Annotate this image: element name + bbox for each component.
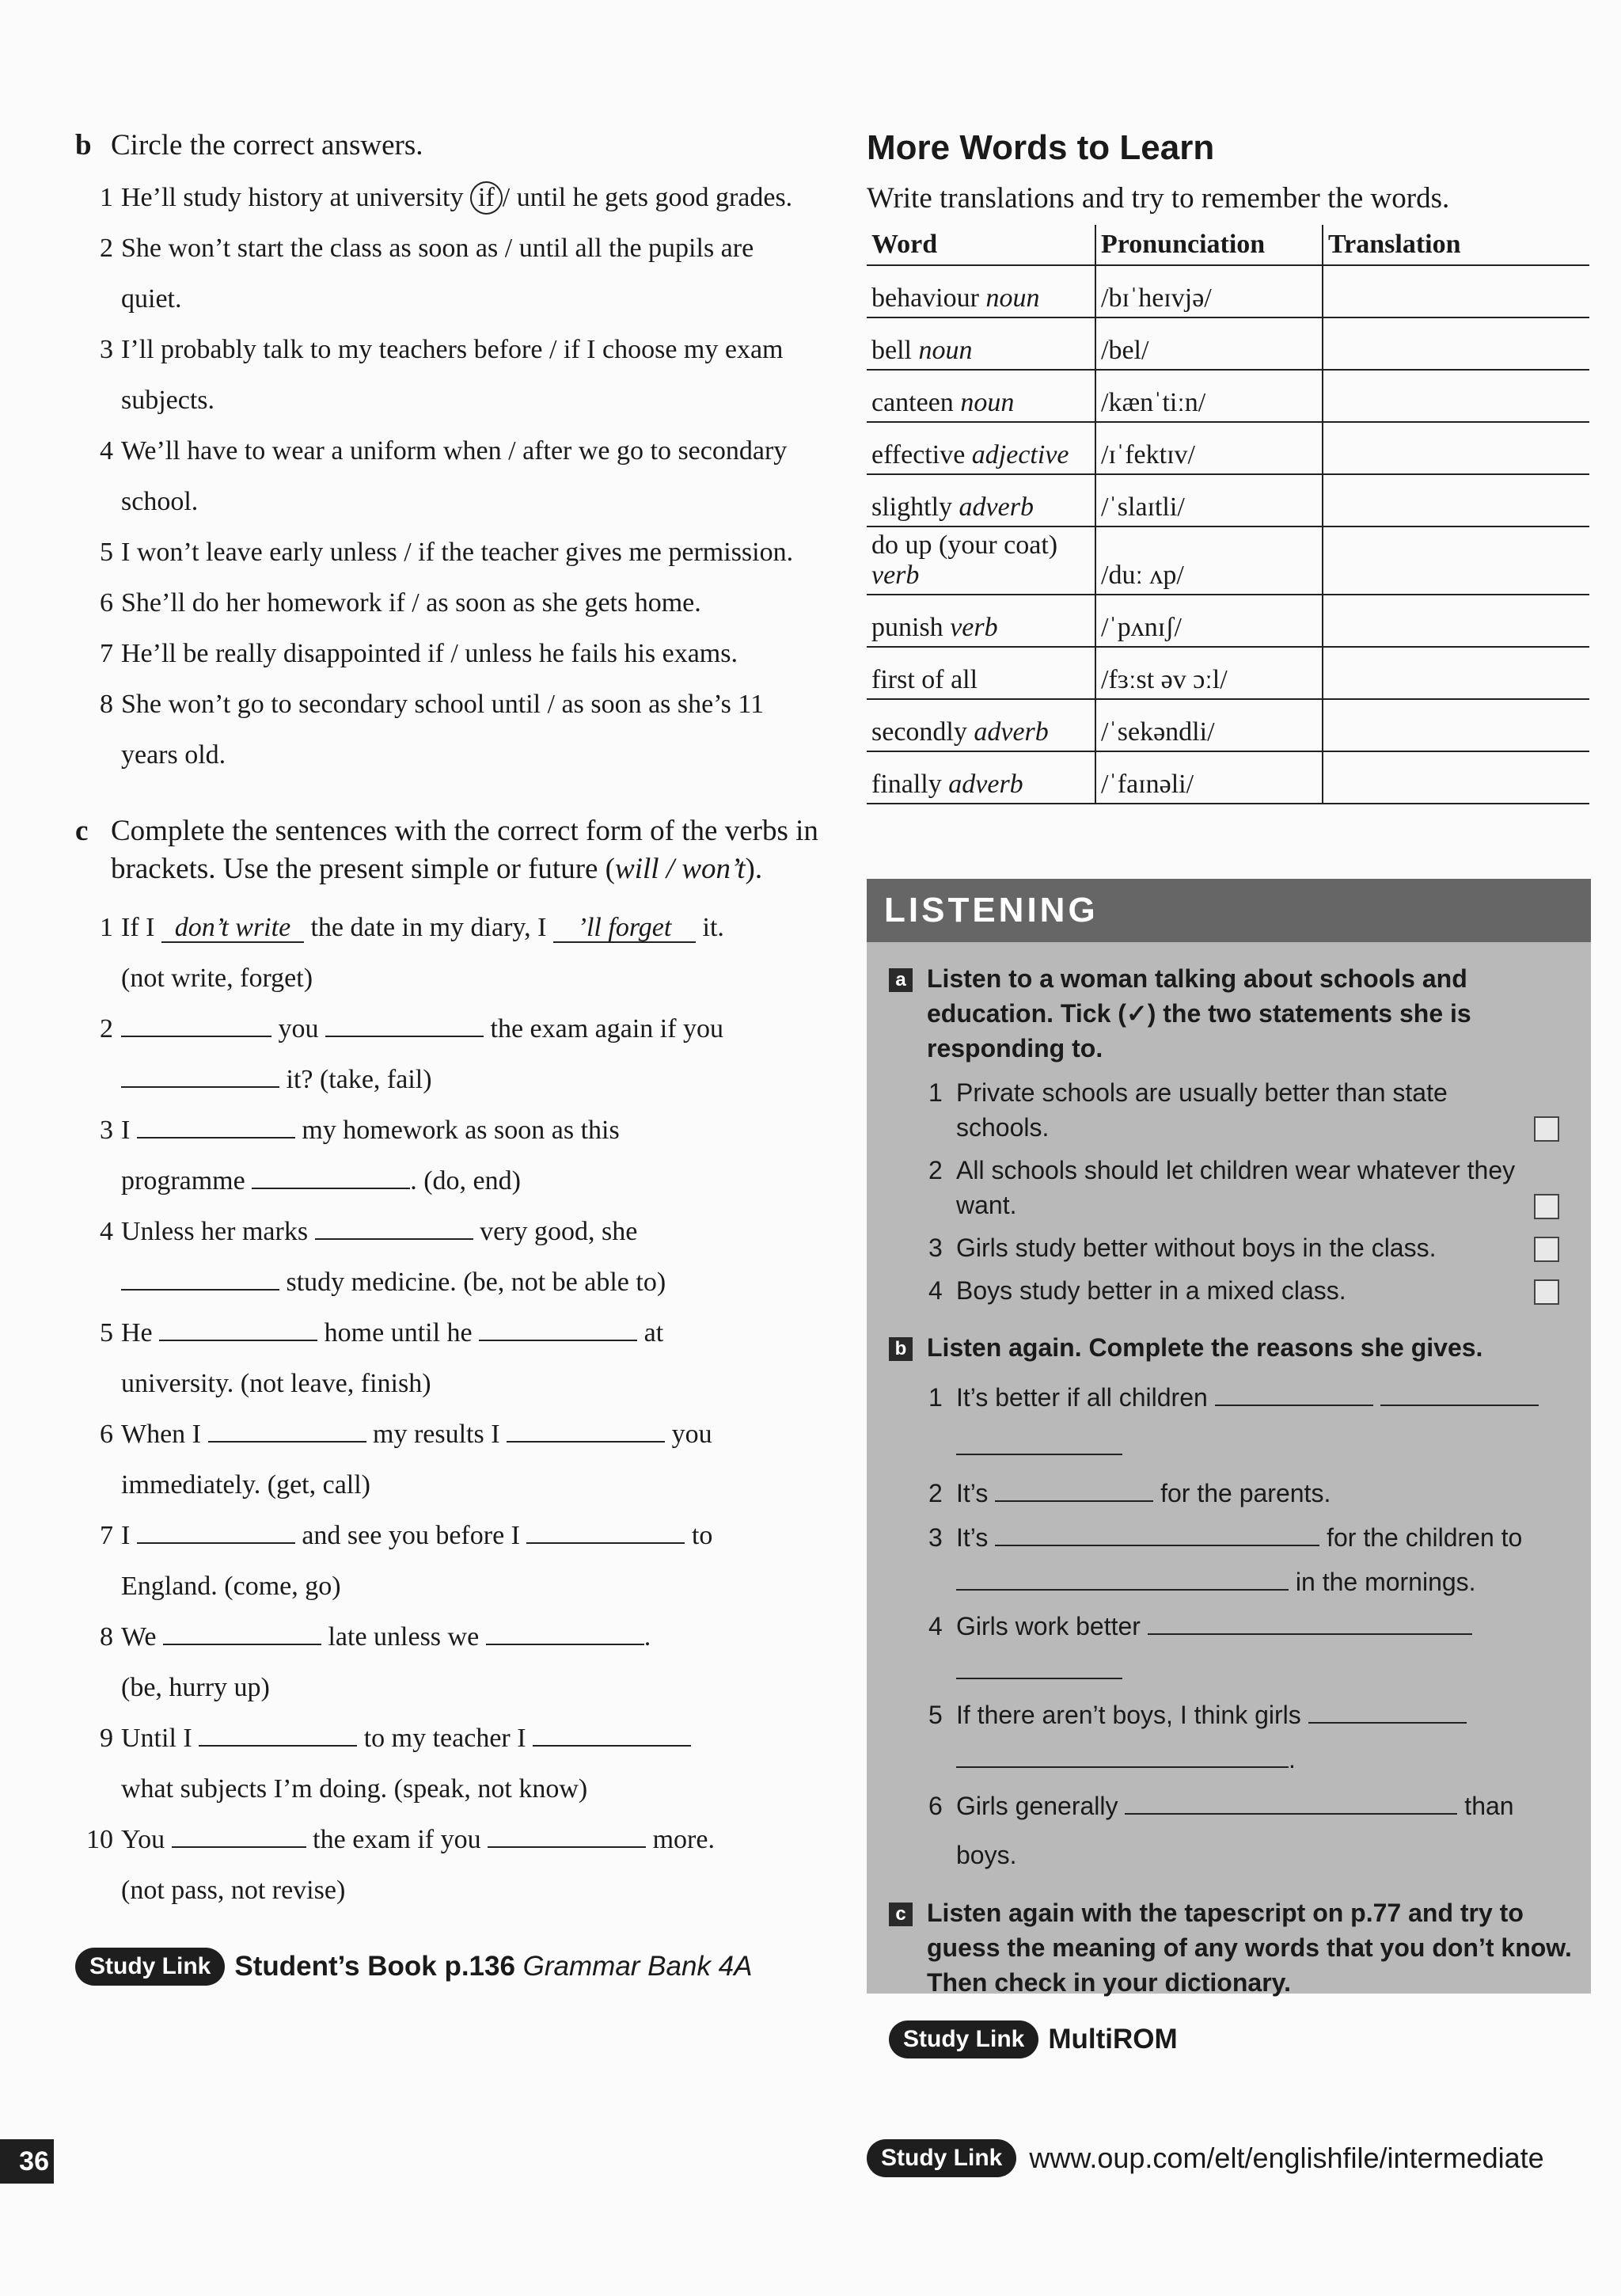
pronunciation-cell: /ˈsekəndli/: [1095, 699, 1323, 751]
list-item: [75, 1207, 819, 1308]
translation-cell[interactable]: [1323, 265, 1589, 317]
answer-blank[interactable]: [137, 1519, 295, 1544]
translation-cell[interactable]: [1323, 699, 1589, 751]
text-part: what subjects I’m doing. (speak, not know): [121, 1774, 588, 1804]
item-number: 7: [100, 639, 113, 668]
study-link-badge: Study Link: [867, 2139, 1016, 2177]
pronunciation-cell: /ˈpʌnɪʃ/: [1095, 595, 1323, 647]
list-item: [75, 679, 819, 781]
column-header: Pronunciation: [1095, 225, 1323, 265]
list-item: [928, 1230, 1559, 1265]
item-number: 7: [100, 1521, 113, 1550]
exercise-a-list: [867, 1075, 1591, 1308]
text-part: the exam again if you: [484, 1014, 724, 1043]
text-part: England. (come, go): [121, 1572, 341, 1601]
answer-blank[interactable]: [956, 1565, 1289, 1591]
list-item: [75, 1815, 819, 1916]
table-row: [867, 370, 1589, 422]
answer-blank[interactable]: [199, 1721, 357, 1747]
text-part: more.: [646, 1825, 715, 1854]
exercise-letter-badge: b: [889, 1337, 913, 1361]
tick-checkbox[interactable]: [1534, 1194, 1559, 1219]
item-text: Boys study better in a mixed class.: [956, 1276, 1346, 1305]
text-part: for the children to: [1319, 1523, 1523, 1552]
word-cell: [867, 526, 1095, 595]
list-item: [75, 1511, 819, 1612]
word-cell: [867, 370, 1095, 422]
list-item: [75, 1105, 819, 1207]
item-text: We’ll have to wear a uniform when / after we go to secondary school.: [121, 436, 788, 516]
item-text: [121, 173, 819, 223]
pronunciation-cell: /kænˈtiːn/: [1095, 370, 1323, 422]
item-text: She’ll do her homework if / as soon as she gets home.: [121, 588, 701, 618]
answer-blank[interactable]: [486, 1620, 644, 1645]
text-part: for the parents.: [1153, 1479, 1331, 1507]
item-number: 1: [100, 183, 113, 212]
item-text: [121, 1815, 819, 1916]
list-item: [928, 1471, 1559, 1515]
answer-blank[interactable]: [507, 1417, 665, 1443]
text-part: it? (take, fail): [279, 1065, 432, 1094]
text-part: and see you before I: [294, 1521, 527, 1550]
list-item: [75, 173, 819, 223]
answer-blank[interactable]: [1125, 1789, 1457, 1815]
list-item: [928, 1273, 1559, 1308]
pronunciation-cell: /ˈslaɪtli/: [1095, 474, 1323, 526]
list-item: [928, 1693, 1559, 1781]
answer-blank[interactable]: [163, 1620, 321, 1645]
item-number: 6: [100, 1420, 113, 1449]
part-of-speech: verb: [950, 613, 998, 642]
pronunciation-cell: /bɪˈheɪvjə/: [1095, 265, 1323, 317]
translation-cell[interactable]: [1323, 422, 1589, 474]
text-part: the date in my diary, I: [303, 913, 553, 942]
item-number: 3: [100, 1116, 113, 1145]
table-row: [867, 647, 1589, 699]
text-part: immediately. (get, call): [121, 1470, 370, 1500]
text-part: to my teacher I: [357, 1724, 533, 1753]
answer-blank[interactable]: [208, 1417, 366, 1443]
text-part: you: [665, 1420, 712, 1449]
item-text: She won’t start the class as soon as / until all the pupils are quiet.: [121, 234, 754, 314]
text-part: (not write, forget): [121, 964, 313, 993]
item-number: 2: [100, 1014, 113, 1043]
exercise-instruction: [111, 812, 819, 888]
answer-blank[interactable]: [252, 1164, 410, 1189]
table-row: [867, 474, 1589, 526]
item-number: 2: [928, 1156, 943, 1184]
list-item: [75, 426, 819, 527]
text-part: Unless her marks: [121, 1217, 315, 1246]
answer-blank[interactable]: [995, 1477, 1153, 1502]
study-link-bold: Student’s Book p.136: [234, 1951, 523, 1982]
answer-blank[interactable]: [995, 1521, 1319, 1546]
pronunciation-cell: /ɪˈfektɪv/: [1095, 422, 1323, 474]
part-of-speech: noun: [985, 283, 1040, 313]
list-item: [928, 1781, 1559, 1880]
pronunciation-cell: /bel/: [1095, 317, 1323, 370]
item-text: [121, 1004, 819, 1105]
study-link-reference: MultiROM: [1048, 2024, 1178, 2055]
item-text: All schools should let children wear whatever they want.: [956, 1156, 1516, 1219]
item-text: [121, 1511, 819, 1612]
item-number: 9: [100, 1724, 113, 1753]
study-link-italic: Grammar Bank 4A: [522, 1951, 753, 1982]
text-part: late unless we: [321, 1622, 486, 1652]
list-item: [928, 1515, 1559, 1604]
text-part: . (do, end): [410, 1166, 521, 1196]
vocabulary-rows: [867, 265, 1589, 804]
item-text: [956, 1373, 1559, 1471]
text-part: my results I: [366, 1420, 507, 1449]
listening-section: [867, 879, 1591, 2055]
exercise-letter: c: [75, 815, 89, 847]
instruction-part: Complete the sentences with the correct form of the verbs in brackets. Use the present simple or future (: [111, 815, 818, 885]
list-item: [75, 629, 819, 679]
answer-blank[interactable]: don’t write: [161, 914, 304, 943]
word-text: bell: [871, 336, 912, 365]
answer-blank[interactable]: [488, 1823, 646, 1848]
column-header: Word: [867, 225, 1095, 265]
item-text: [956, 1515, 1559, 1604]
answer-blank[interactable]: [479, 1316, 637, 1341]
answer-blank[interactable]: [1215, 1381, 1373, 1406]
item-text: I’ll probably talk to my teachers before / if I choose my exam subjects.: [121, 335, 784, 415]
item-number: 4: [100, 1217, 113, 1246]
list-item: [75, 1308, 819, 1409]
text-part: to: [685, 1521, 713, 1550]
study-link-website[interactable]: [867, 2139, 1544, 2177]
word-text: slightly: [871, 492, 953, 522]
list-item: [75, 527, 819, 578]
item-text: [956, 1693, 1559, 1781]
answer-blank[interactable]: [121, 1265, 279, 1291]
exercise-a-heading: [889, 961, 1575, 1066]
word-text: punish: [871, 613, 943, 642]
translation-cell[interactable]: [1323, 526, 1589, 595]
part-of-speech: adverb: [948, 770, 1023, 799]
item-number: 8: [100, 690, 113, 719]
text-part: If I: [121, 913, 161, 942]
pronunciation-cell: /fɜːst əv ɔːl/: [1095, 647, 1323, 699]
section-title: More Words to Learn: [867, 128, 1215, 167]
item-number: 5: [100, 538, 113, 567]
text-part: programme: [121, 1166, 252, 1196]
item-text: Private schools are usually better than state schools.: [956, 1078, 1448, 1142]
word-text: behaviour: [871, 283, 979, 313]
exercise-letter-badge: c: [889, 1903, 913, 1926]
listening-heading: LISTENING: [867, 879, 1591, 942]
list-item: [75, 903, 819, 1004]
text-part: home until he: [317, 1318, 480, 1348]
grammar-column: [75, 127, 819, 1986]
item-text: He’ll be really disappointed if / unless he fails his exams.: [121, 639, 738, 668]
item-number: 8: [100, 1622, 113, 1652]
column-header: Translation: [1323, 225, 1589, 265]
instruction-italic: will / won’t: [615, 853, 746, 885]
table-row: [867, 265, 1589, 317]
translation-cell[interactable]: [1323, 595, 1589, 647]
item-text: [121, 1713, 819, 1815]
item-text: [956, 1471, 1559, 1515]
exercise-c-list: [75, 903, 819, 1916]
page-number: 36: [0, 2139, 54, 2184]
text-part: .: [643, 1622, 651, 1652]
text-part: it.: [696, 913, 724, 942]
tick-checkbox[interactable]: [1534, 1116, 1559, 1142]
list-item: [75, 1409, 819, 1511]
answer-blank[interactable]: [956, 1743, 1289, 1768]
item-text: She won’t go to secondary school until / as soon as she’s 11 years old.: [121, 690, 765, 770]
text-part: Girls generally: [956, 1792, 1126, 1820]
answer-blank[interactable]: [159, 1316, 317, 1341]
word-cell: [867, 317, 1095, 370]
answer-blank[interactable]: [315, 1215, 473, 1240]
text-part: We: [121, 1622, 163, 1652]
list-item: [75, 325, 819, 426]
text-part: my homework as soon as this: [294, 1116, 620, 1145]
translation-cell[interactable]: [1323, 317, 1589, 370]
word-text: effective: [871, 440, 966, 469]
answer-blank[interactable]: [325, 1012, 484, 1037]
table-header-row: [867, 225, 1589, 265]
item-number: 4: [928, 1276, 943, 1305]
answer-blank[interactable]: [533, 1721, 691, 1747]
item-text: [121, 1308, 819, 1409]
tick-checkbox[interactable]: [1534, 1279, 1559, 1305]
item-text-part: He’ll study history at university: [121, 183, 471, 212]
item-number: 1: [928, 1383, 943, 1412]
text-part: I: [121, 1521, 137, 1550]
text-part: at: [637, 1318, 664, 1348]
translation-cell[interactable]: [1323, 647, 1589, 699]
study-link-grammar[interactable]: [75, 1948, 819, 1986]
word-text: canteen: [871, 388, 954, 417]
item-number: 3: [928, 1523, 943, 1552]
item-text: Girls study better without boys in the class.: [956, 1234, 1437, 1262]
study-link-multirom[interactable]: [889, 2020, 1591, 2058]
word-cell: [867, 595, 1095, 647]
text-part: He: [121, 1318, 160, 1348]
list-item: [928, 1604, 1559, 1693]
translation-cell[interactable]: [1323, 474, 1589, 526]
word-cell: [867, 265, 1095, 317]
part-of-speech: adjective: [971, 440, 1069, 469]
text-part: Until I: [121, 1724, 199, 1753]
text-part: .: [1289, 1745, 1296, 1773]
answer-blank[interactable]: [956, 1654, 1122, 1679]
word-cell: [867, 751, 1095, 804]
item-number: 6: [100, 588, 113, 618]
exercise-b-heading: [889, 1330, 1575, 1365]
text-part: I: [121, 1116, 137, 1145]
answer-blank[interactable]: [172, 1823, 306, 1848]
text-part: university. (not leave, finish): [121, 1369, 431, 1398]
text-part: It’s: [956, 1523, 996, 1552]
study-link-badge: Study Link: [75, 1948, 225, 1986]
list-item: [75, 1004, 819, 1105]
answer-blank[interactable]: [956, 1430, 1122, 1455]
text-part: (be, hurry up): [121, 1673, 270, 1702]
instruction-part: ).: [745, 853, 763, 885]
list-item: [928, 1373, 1559, 1471]
answer-blank[interactable]: [1148, 1610, 1472, 1635]
item-text: [956, 1604, 1559, 1693]
word-text: first of all: [871, 665, 978, 694]
text-part: It’s better if all children: [956, 1383, 1215, 1412]
exercise-instruction: Listen to a woman talking about schools and education. Tick (✓) the two statements she is responding to.: [927, 964, 1471, 1062]
exercise-instruction: Listen again with the tapescript on p.77 and try to guess the meaning of any words that you don’t know. Then check in your dictionary.: [927, 1899, 1572, 1997]
text-part: When I: [121, 1420, 208, 1449]
text-part: Girls work better: [956, 1612, 1148, 1640]
table-row: [867, 317, 1589, 370]
exercise-instruction: Circle the correct answers.: [111, 129, 423, 162]
list-item: [928, 1153, 1559, 1222]
text-part: the exam if you: [306, 1825, 488, 1854]
item-number: 4: [928, 1612, 943, 1640]
translation-cell[interactable]: [1323, 751, 1589, 804]
exercise-b-list: [867, 1373, 1591, 1880]
item-text: [121, 903, 819, 1004]
item-text: [956, 1781, 1559, 1880]
answer-blank[interactable]: [121, 1062, 279, 1088]
item-text: I won’t leave early unless / if the teacher gives me permission.: [121, 538, 794, 567]
table-row: [867, 526, 1589, 595]
part-of-speech: adverb: [974, 717, 1049, 747]
word-text: finally: [871, 770, 942, 799]
list-item: [928, 1075, 1559, 1145]
part-of-speech: adverb: [959, 492, 1034, 522]
text-part: (not pass, not revise): [121, 1876, 346, 1905]
answer-blank[interactable]: ’ll forget: [553, 914, 696, 943]
text-part: than boys.: [956, 1792, 1514, 1869]
answer-blank[interactable]: [137, 1113, 295, 1138]
text-part: in the mornings.: [1289, 1568, 1476, 1596]
item-number: 6: [928, 1792, 943, 1820]
item-text: [121, 1409, 819, 1511]
list-item: [75, 578, 819, 629]
pronunciation-cell: /ˈfaɪnəli/: [1095, 751, 1323, 804]
study-link-reference: [234, 1951, 752, 1982]
pronunciation-cell: /duː ʌp/: [1095, 526, 1323, 595]
exercise-letter-badge: a: [889, 968, 913, 992]
website-url[interactable]: www.oup.com/elt/englishfile/intermediate: [1029, 2142, 1544, 2174]
exercise-c-heading: [75, 812, 819, 888]
table-row: [867, 595, 1589, 647]
word-cell: [867, 422, 1095, 474]
part-of-speech: noun: [960, 388, 1015, 417]
word-text: secondly: [871, 717, 967, 747]
answer-blank[interactable]: [1380, 1381, 1539, 1406]
study-link-badge: Study Link: [889, 2020, 1038, 2058]
exercise-c-heading: [889, 1895, 1575, 2000]
word-cell: [867, 699, 1095, 751]
item-text: [121, 1207, 819, 1308]
item-number: 5: [928, 1701, 943, 1729]
item-number: 2: [100, 234, 113, 263]
vocabulary-table: [867, 225, 1589, 804]
word-text: do up (your coat): [871, 530, 1058, 560]
table-row: [867, 422, 1589, 474]
section-subtitle: Write translations and try to remember the words.: [867, 182, 1450, 215]
list-item: [75, 1713, 819, 1815]
item-text: [121, 1105, 819, 1207]
item-number: 1: [100, 913, 113, 942]
item-number: 3: [100, 335, 113, 364]
exercise-b-list: [75, 173, 819, 781]
item-number: 4: [100, 436, 113, 466]
part-of-speech: verb: [871, 561, 920, 590]
text-part: It’s: [956, 1479, 996, 1507]
answer-blank[interactable]: [121, 1012, 271, 1037]
item-number: 5: [100, 1318, 113, 1348]
text-part: study medicine. (be, not be able to): [279, 1268, 666, 1297]
exercise-b-heading: [75, 127, 819, 165]
translation-cell[interactable]: [1323, 370, 1589, 422]
item-number: 1: [928, 1078, 943, 1107]
text-part: very good, she: [473, 1217, 638, 1246]
text-part: You: [121, 1825, 172, 1854]
answer-blank[interactable]: [526, 1519, 685, 1544]
table-row: [867, 751, 1589, 804]
list-item: [75, 1612, 819, 1713]
vocabulary-column: [867, 127, 1591, 804]
text-part: If there aren’t boys, I think girls: [956, 1701, 1308, 1729]
word-cell: [867, 474, 1095, 526]
item-text-part: / until he gets good grades.: [502, 183, 793, 212]
text-part: you: [271, 1014, 325, 1043]
exercise-instruction: Listen again. Complete the reasons she gives.: [927, 1333, 1483, 1362]
word-cell: [867, 647, 1095, 699]
part-of-speech: noun: [918, 336, 973, 365]
exercise-letter: b: [75, 129, 92, 162]
item-number: 10: [86, 1825, 113, 1854]
item-number: 3: [928, 1234, 943, 1262]
tick-checkbox[interactable]: [1534, 1237, 1559, 1262]
circled-answer: if: [470, 181, 503, 215]
list-item: [75, 223, 819, 325]
table-row: [867, 699, 1589, 751]
item-number: 2: [928, 1479, 943, 1507]
answer-blank[interactable]: [1308, 1698, 1467, 1724]
item-text: [121, 1612, 819, 1713]
